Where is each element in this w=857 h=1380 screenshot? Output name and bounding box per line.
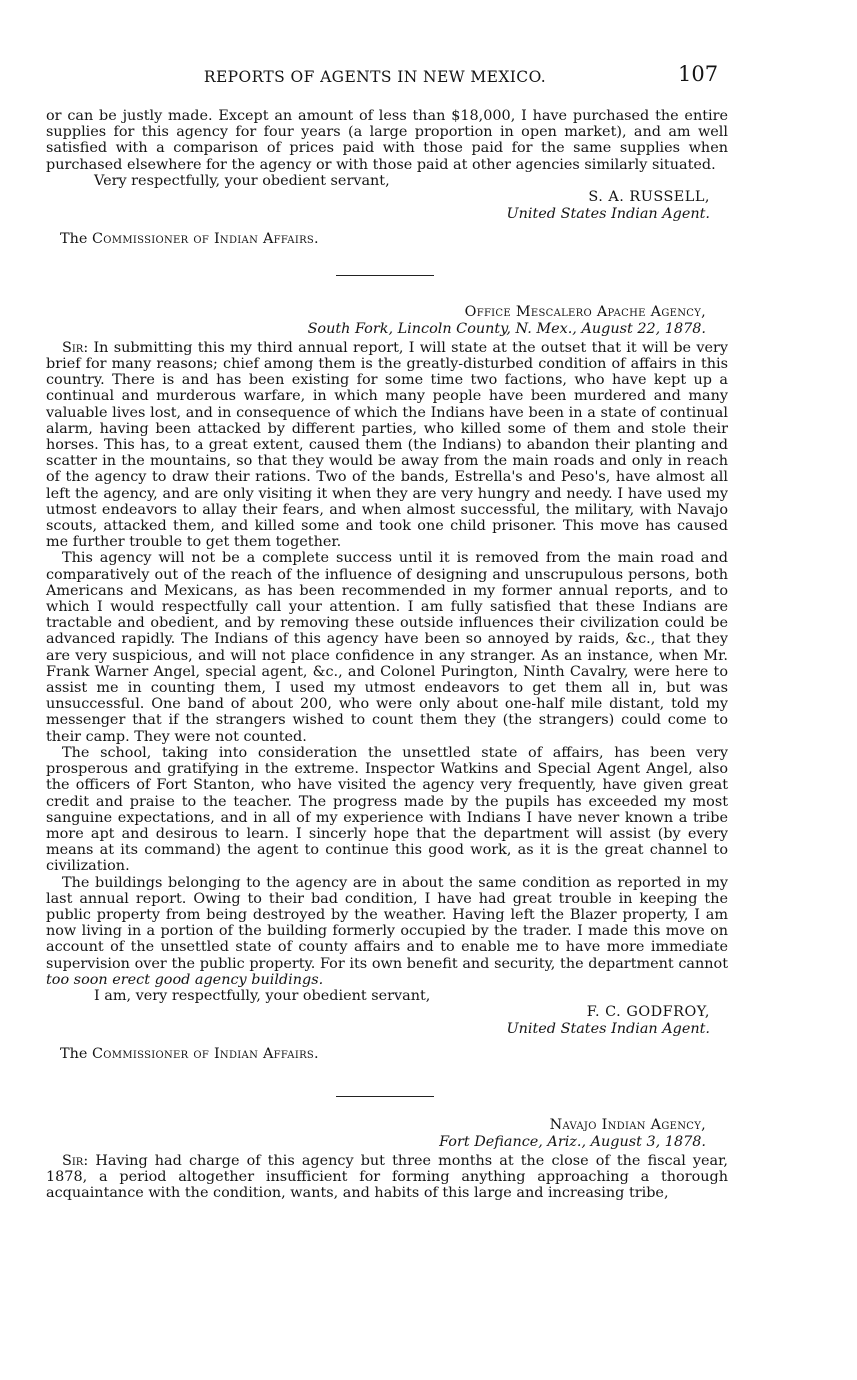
letter2-paragraph-2: This agency will not be a complete success until it is removed from the main road and comparatively out of the reach of the influence of designing and unscrupulous persons, both Americans and Mexicans, as has been recommended in my former annual reports, and to which I would respectfully call your attention. I am fully satisfied that these Indians are tractable and obedient, and by removing these outside influences their civilization could be advanced rapidly. The Indians of this agency have been so annoyed by raids, &c., that they are very suspicious, and will not place confidence in any stranger. As an instance, when Mr. Frank Warner Angel, special agent, &c., and Colonel Purington, Ninth Cavalry, were here to assist me in counting them, I used my utmost endeavors to get them all in, but was unsuccessful. One band of about 200, who were only about one-half mile distant, told my messenger that if the strangers wished to count them they (the strangers) could come to their camp. They were not counted.	[46, 550, 728, 745]
addressee-title: Commissioner of Indian Affairs.	[91, 230, 319, 247]
place-date: Fort Defiance, Ariz., August 3, 1878.	[439, 1133, 706, 1150]
office-name: Navajo Indian Agency,	[549, 1116, 706, 1133]
signature-title: United States Indian Agent.	[506, 1020, 710, 1037]
addressee-article: The	[60, 1045, 88, 1062]
letter1-text: or can be justly made. Except an amount of less than $18,000, I have purchased the entire supplies for this agency for four years (a large proportion in open market), and am well satisfied with a comparison of prices paid with those paid for the same supplies when purchased elsewhere for the agency or with those paid at other agencies similarly situated.	[46, 108, 728, 173]
signature-name: S. A. RUSSELL,	[588, 189, 710, 206]
letter2-paragraph-4	[46, 875, 728, 988]
section-divider	[336, 275, 434, 276]
running-title: REPORTS OF AGENTS IN NEW MEXICO.	[203, 68, 547, 86]
running-head	[0, 62, 857, 94]
signature-title: United States Indian Agent.	[506, 205, 710, 222]
paragraph-text: Having had charge of this agency but three months at the close of the fiscal year, 1878, a period altogether insufficient for forming anything approaching a thorough acquaintance with the condition, wants, and habits of this large and increasing tribe,	[46, 1152, 729, 1202]
letter1-addressee	[46, 231, 728, 247]
letter2-heading	[46, 304, 728, 338]
paragraph-text: The buildings belonging to the agency are in about the same condition as reported in my last annual report. Owing to their bad condition, I have had great trouble in keeping the public property from being destroyed by the weather. Having left the Blazer property, I am now living in a portion of the building formerly occupied by the trader. I made this move on account of the unsettled state of county affairs and to enable me to have more immediate supervision over the public property. For its own benefit and security, the department cannot	[46, 874, 728, 972]
addressee-title: Commissioner of Indian Affairs.	[91, 1045, 319, 1062]
letter1-signature	[46, 189, 728, 223]
page-number: 107	[678, 62, 719, 86]
letter2-paragraph-1	[46, 340, 728, 551]
letter3-paragraph-1	[46, 1153, 728, 1202]
letter1-closing: Very respectfully, your obedient servant,	[94, 172, 390, 189]
signature-name: F. C. GODFROY,	[586, 1004, 710, 1021]
letter2-paragraph-3: The school, taking into consideration the unsettled state of affairs, has been very prosperous and gratifying in the extreme. Inspector Watkins and Special Agent Angel, also the officers of Fort Stanton, who have visited the agency very frequently, have given great credit and praise to the teacher. The progress made by the pupils has exceeded my most sanguine expectations, and in all of my experience with Indians I have never known a tribe more apt and desirous to learn. I sincerly hope that the department will assist (by every means at its command) the agent to continue this good work, as it is the great channel to civilization.	[46, 744, 728, 875]
letter3-heading	[46, 1117, 728, 1151]
office-name: Office Mescalero Apache Agency,	[464, 303, 706, 320]
letter2-signature	[46, 1004, 728, 1038]
paragraph-text: In submitting this my third annual report, I will state at the outset that it will be very brief for many reasons; chief among them is the greatly-disturbed condition of affairs in this country. There is and has been existing for some time two factions, who have kept up a continual and murderous warfare, in which many people have been murdered and many valuable lives lost, and in consequence of which the Indians have been in a state of continual alarm, having been attacked by different parties, who killed some of them and stole their horses. This has, to a great extent, caused them (the Indians) to abandon their planting and scatter in the mountains, so that they would be away from the main roads and only in reach of the agency to draw their rations. Two of the bands, Estrella's and Peso's, have almost all left the agency, and are only visiting it when they are very hungry and needy. I have used my utmost endeavors to allay their fears, and when almost successful, the military, with Navajo scouts, attacked them, and killed some and took one child prisoner. This move has caused me further trouble to get them together.	[46, 339, 728, 551]
section-divider	[336, 1096, 434, 1097]
letter2-addressee	[46, 1046, 728, 1062]
page-body	[46, 108, 728, 1202]
paragraph-italic-text: too soon erect good agency buildings.	[46, 971, 324, 988]
addressee-article: The	[60, 230, 88, 247]
letter2-closing: I am, very respectfully, your obedient servant,	[94, 987, 431, 1004]
salutation: Sir:	[62, 339, 89, 356]
place-date: South Fork, Lincoln County, N. Mex., August 22, 1878.	[307, 320, 706, 337]
salutation: Sir:	[62, 1152, 89, 1169]
